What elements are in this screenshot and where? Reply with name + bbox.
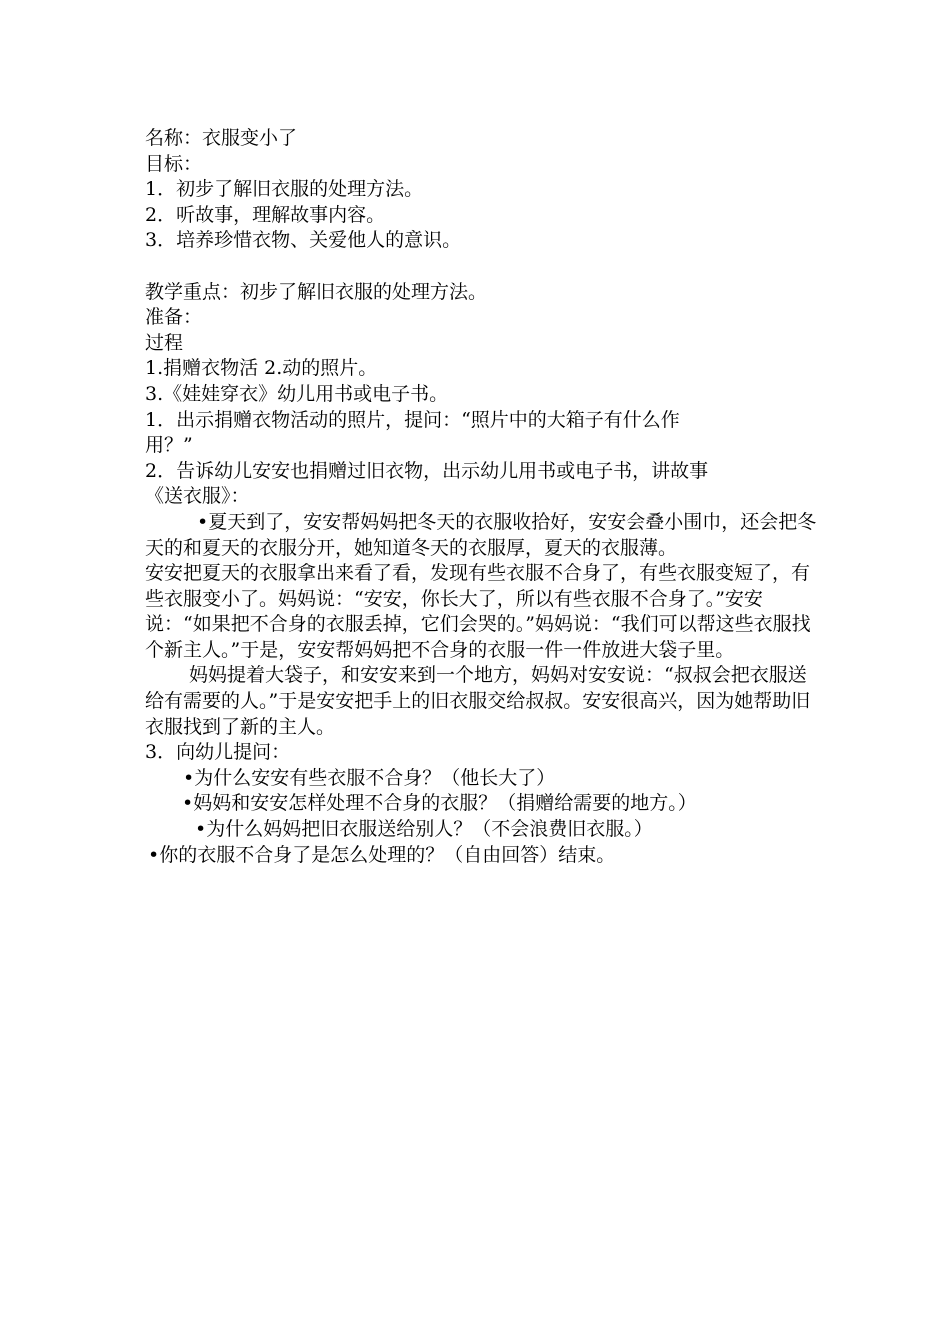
question-item: •你的衣服不合身了是怎么处理的？（自由回答）结束。 bbox=[148, 843, 616, 866]
step-two-line: 2．告诉幼儿安安也捐赠过旧衣物，出示幼儿用书或电子书，讲故事 bbox=[145, 459, 709, 482]
blank-line bbox=[145, 254, 825, 280]
step-three-heading: 3．向幼儿提问： bbox=[145, 741, 291, 764]
lesson-title: 名称：衣服变小了 bbox=[145, 127, 298, 149]
question-item: •妈妈和安安怎样处理不合身的衣服？（捐赠给需要的地方。） bbox=[182, 792, 697, 815]
goal-item: 3．培养珍惜衣物、关爱他人的意识。 bbox=[145, 229, 462, 252]
story-paragraph: •夏天到了，安安帮妈妈把冬天的衣服收拾好，安安会叠小围巾，还会把冬天的和夏天的衣服分开，她知道冬天的衣服厚，夏天的衣服薄。 bbox=[145, 510, 817, 559]
question-item: •为什么安安有些衣服不合身？（他长大了） bbox=[183, 766, 556, 789]
question-item: •为什么妈妈把旧衣服送给别人？（不会浪费旧衣服。） bbox=[195, 818, 653, 841]
step-one-line: 1．出示捐赠衣物活动的照片，提问：“照片中的大箱子有什么作 bbox=[145, 408, 680, 431]
material-item: 1.捐赠衣物活 2.动的照片。 bbox=[145, 357, 378, 380]
prep-heading: 准备： bbox=[145, 306, 203, 329]
key-point: 教学重点：初步了解旧衣服的处理方法。 bbox=[145, 280, 488, 303]
goal-heading: 目标： bbox=[145, 152, 203, 175]
story-paragraph: 安安把夏天的衣服拿出来看了看，发现有些衣服不合身了，有些衣服变短了，有些衣服变小了。妈妈说：“安安，你长大了，所以有些衣服不合身了。”安安说：“如果把不合身的衣服丢掉，它们会哭的。”妈妈说：“我们可以帮这些衣服找个新主人。”于是，安安帮妈妈把不合身的衣服一件一件放进大袋子里。 bbox=[145, 562, 811, 661]
step-two-line: 《送衣服》： bbox=[145, 485, 250, 508]
goal-item: 2．听故事，理解故事内容。 bbox=[145, 203, 386, 226]
process-heading: 过程 bbox=[145, 331, 184, 354]
goal-item: 1．初步了解旧衣服的处理方法。 bbox=[145, 178, 424, 201]
step-one-line: 用？” bbox=[145, 434, 193, 457]
document-body bbox=[145, 126, 825, 868]
material-item: 3.《娃娃穿衣》幼儿用书或电子书。 bbox=[145, 382, 449, 405]
story-paragraph: 妈妈提着大袋子，和安安来到一个地方，妈妈对安安说：“叔叔会把衣服送给有需要的人。”于是安安把手上的旧衣服交给叔叔。安安很高兴，因为她帮助旧衣服找到了新的主人。 bbox=[145, 664, 811, 738]
